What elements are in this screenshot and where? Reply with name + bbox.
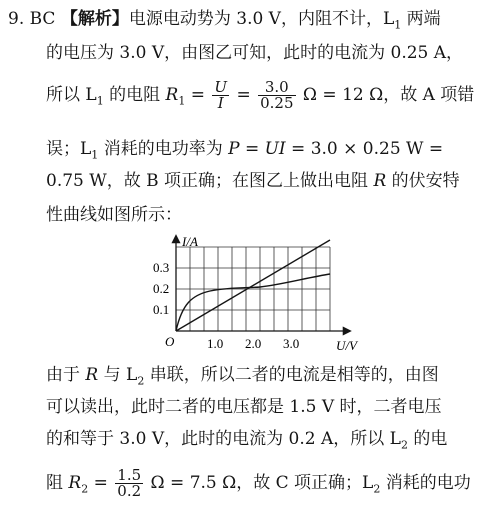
text-line-1 [8, 8, 487, 36]
subscript: 2 [400, 438, 408, 452]
symbol-r: R [373, 171, 387, 191]
fraction-numerator: 1.5 [117, 466, 142, 484]
fraction-numerator: U [214, 78, 228, 96]
lamp-curve [176, 274, 330, 331]
x-axis-label: U/V [336, 338, 357, 353]
subscript: 1 [91, 148, 99, 162]
x-tick-label: 3.0 [283, 336, 300, 351]
subscript: 1 [394, 18, 402, 32]
text-segment: 误；L [46, 139, 92, 159]
y-tick-label: 0.2 [153, 281, 170, 296]
subscript: 2 [373, 482, 381, 496]
text-segment: 消耗的电功 [380, 473, 471, 493]
resistor-line [176, 240, 330, 331]
text-segment: 性曲线如图所示： [46, 205, 182, 225]
x-tick-label: 2.0 [245, 336, 262, 351]
text-line-3 [46, 80, 487, 112]
analysis-tag: 【解析】 [60, 9, 129, 29]
text-segment: 电源电动势为 3.0 V，内阻不计，L [128, 9, 395, 29]
subscript: 1 [178, 94, 186, 108]
symbol-r: R [68, 473, 82, 493]
text-segment: 可以读出，此时二者的电压都是 1.5 V 时，二者电压 [46, 397, 442, 417]
text-line-7 [46, 364, 487, 392]
fraction-u-over-i [212, 80, 229, 111]
text-segment: 阻 [46, 473, 69, 493]
subscript: 1 [96, 94, 104, 108]
symbol-r: R [85, 365, 99, 385]
grid-lines [176, 247, 330, 331]
text-segment: 所以 L [46, 85, 97, 105]
y-tick-label: 0.1 [153, 302, 170, 317]
fraction-denominator: I [217, 94, 224, 112]
text-segment: 的和等于 3.0 V，此时的电流为 0.2 A，所以 L [46, 429, 401, 449]
fraction-r2 [115, 468, 143, 499]
text-segment: 的伏安特 [386, 171, 460, 191]
text-line-6 [46, 204, 487, 226]
formula-p-ui: P = UI [228, 139, 286, 159]
text-line-8 [46, 396, 487, 418]
fraction-numerator: 3.0 [258, 80, 295, 96]
text-segment: 消耗的电功率为 [98, 139, 229, 159]
text-line-10 [46, 468, 487, 500]
text-segment: 0.75 W，故 B 项正确；在图乙上做出电阻 [46, 171, 374, 191]
text-line-4 [46, 138, 487, 166]
fraction-denominator: 0.2 [117, 482, 142, 500]
y-axis-label: I/A [182, 234, 198, 249]
text-segment: = 3.0 × 0.25 W = [285, 139, 444, 159]
text-segment: Ω = 12 Ω，故 A 项错 [297, 85, 475, 105]
fraction-value [258, 80, 295, 111]
text-segment: = [88, 473, 114, 493]
origin-label: O [165, 334, 175, 349]
y-tick-label: 0.3 [153, 260, 170, 275]
text-segment: 串联，所以二者的电流是相等的，由图 [144, 365, 439, 385]
text-segment: 的电压为 3.0 V，由图乙可知，此时的电流为 0.25 A， [46, 43, 464, 63]
fraction-denominator: 0.25 [260, 94, 294, 112]
text-segment: Ω = 7.5 Ω，故 C 项正确；L [145, 473, 374, 493]
text-line-5 [46, 170, 487, 192]
subscript: 2 [81, 482, 89, 496]
question-number: 9. BC [8, 9, 61, 29]
text-segment: = [231, 85, 257, 105]
text-segment: 由于 [46, 365, 86, 385]
text-segment: 与 L [98, 365, 138, 385]
symbol-r: R [165, 85, 179, 105]
iv-characteristic-graph [150, 232, 370, 354]
subscript: 2 [137, 374, 145, 388]
text-segment: 的电 [407, 429, 448, 449]
text-line-2 [46, 42, 487, 64]
x-tick-label: 1.0 [207, 336, 224, 351]
text-line-9 [46, 428, 487, 456]
text-segment: = [185, 85, 211, 105]
text-segment: 的电阻 [103, 85, 166, 105]
text-segment: 两端 [401, 9, 441, 29]
